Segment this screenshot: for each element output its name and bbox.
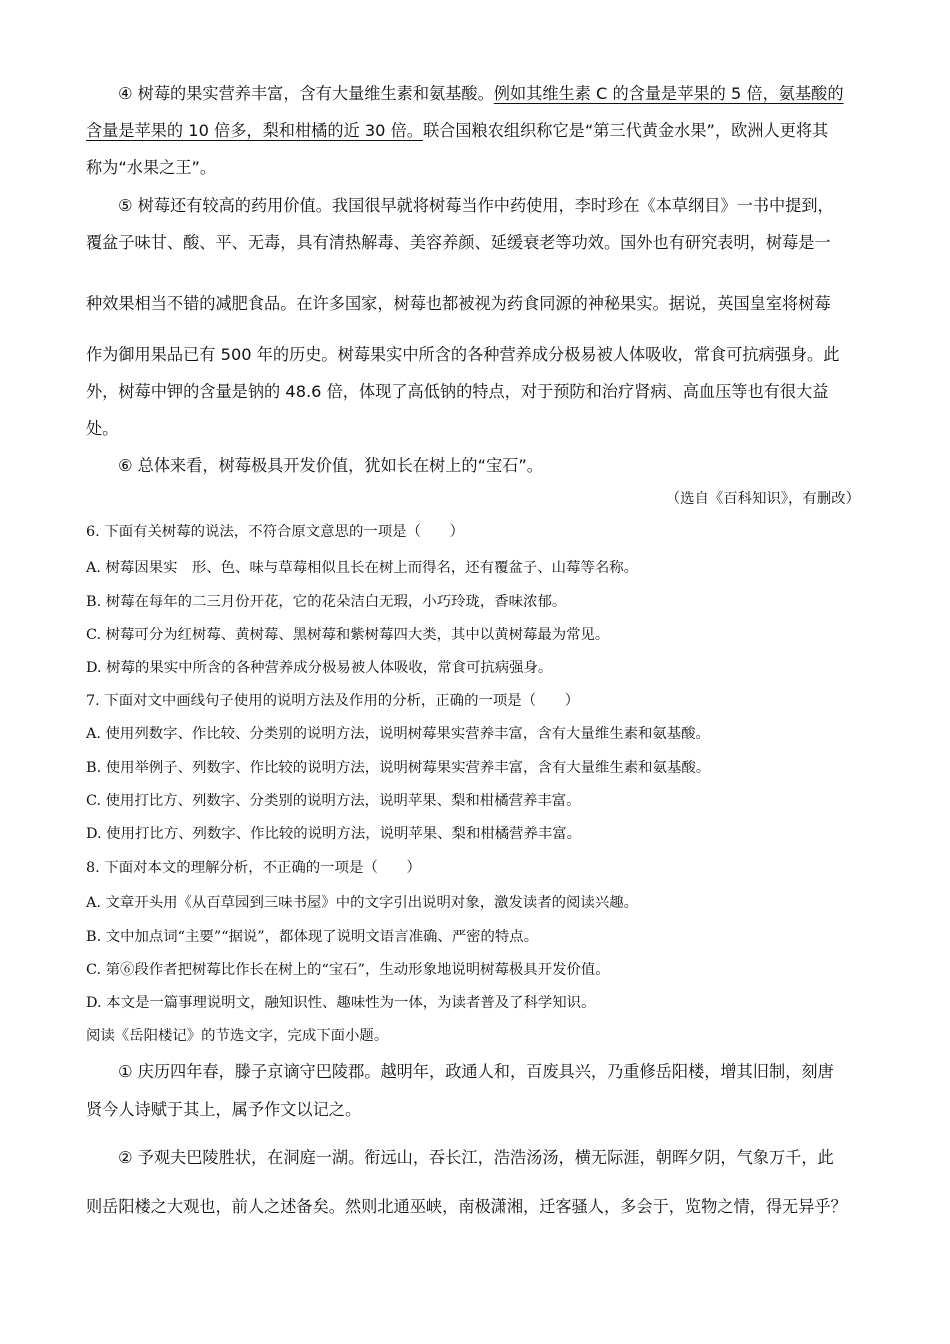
question-7-option-a: A. 使用列数字、作比较、分类别的说明方法，说明树莓果实营养丰富，含有大量维生素和氨基酸。 [86, 726, 710, 742]
yueyang-p2-line-1: ② 予观夫巴陵胜状，在洞庭一湖。衔远山，吞长江，浩浩汤汤，横无际涯，朝晖夕阴，气象万千，此 [118, 1148, 834, 1167]
question-6-stem: 6. 下面有关树莓的说法，不符合原文意思的一项是（ ） [86, 524, 465, 540]
question-6-option-c: C. 树莓可分为红树莓、黄树莓、黑树莓和紫树莓四大类，其中以黄树莓最为常见。 [86, 627, 610, 643]
p4-underlined-sentence-part-2: 含量是苹果的 10 倍多，梨和柑橘的近 30 倍。 [86, 121, 423, 140]
question-6-option-b: B. 树莓在每年的二三月份开花，它的花朵洁白无瑕，小巧玲珑，香味浓郁。 [86, 594, 567, 610]
p4-line-2 [86, 117, 828, 141]
p4-line-1 [118, 80, 844, 104]
yueyang-p2-line-2: 则岳阳楼之大观也，前人之述备矣。然则北通巫峡，南极潇湘，迁客骚人，多会于，览物之情，得无异乎？ [86, 1197, 847, 1216]
p4-line-1-plain: ④ 树莓的果实营养丰富，含有大量维生素和氨基酸。 [118, 84, 494, 103]
p5-line-5: 外，树莓中钾的含量是钠的 48.6 倍，体现了高低钠的特点，对于预防和治疗肾病、高血压等也有很大益 [86, 382, 829, 401]
p6-line: ⑥ 总体来看，树莓极具开发价值，犹如长在树上的“宝石”。 [118, 456, 543, 475]
yueyang-p1-line-1: ① 庆历四年春，滕子京谪守巴陵郡。越明年，政通人和，百废具兴，乃重修岳阳楼，增其旧制，刻唐 [118, 1062, 834, 1081]
question-8-option-a: A. 文章开头用《从百草园到三味书屋》中的文字引出说明对象，激发读者的阅读兴趣。 [86, 895, 638, 911]
question-8-option-d: D. 本文是一篇事理说明文，融知识性、趣味性为一体，为读者普及了科学知识。 [86, 995, 596, 1011]
question-7-option-b: B. 使用举例子、列数字、作比较的说明方法，说明树莓果实营养丰富，含有大量维生素和氨基酸。 [86, 760, 711, 776]
question-8-option-c: C. 第⑥段作者把树莓比作长在树上的“宝石”，生动形象地说明树莓极具开发价值。 [86, 962, 610, 978]
yueyang-p1-line-2: 贤今人诗赋于其上，属予作文以记之。 [86, 1100, 362, 1119]
passage-2-intro: 阅读《岳阳楼记》的节选文字，完成下面小题。 [86, 1028, 389, 1044]
p5-line-2: 覆盆子味甘、酸、平、无毒，具有清热解毒、美容养颜、延缓衰老等功效。国外也有研究表明，树莓是一 [86, 233, 831, 252]
p4-line-3: 称为“水果之王”。 [86, 158, 217, 177]
question-6-option-a: A. 树莓因果实 形、色、味与草莓相似且长在树上而得名，还有覆盆子、山莓等名称。 [86, 560, 638, 576]
question-7-stem: 7. 下面对文中画线句子使用的说明方法及作用的分析，正确的一项是（ ） [86, 693, 580, 709]
question-8-option-b: B. 文中加点词“主要”“据说”，都体现了说明文语言准确、严密的特点。 [86, 929, 539, 945]
p5-line-6: 处。 [86, 419, 119, 438]
source-citation: （选自《百科知识》，有删改） [665, 491, 860, 507]
p5-line-4: 作为御用果品已有 500 年的历史。树莓果实中所含的各种营养成分极易被人体吸收，常食可抗病强身。此 [86, 345, 840, 364]
question-8-stem: 8. 下面对本文的理解分析，不正确的一项是（ ） [86, 860, 421, 876]
p5-line-1: ⑤ 树莓还有较高的药用价值。我国很早就将树莓当作中药使用，李时珍在《本草纲目》一书中提到， [118, 196, 834, 215]
p4-underlined-sentence-part-1: 例如其维生素 C 的含量是苹果的 5 倍，氨基酸的 [493, 84, 844, 103]
p4-line-2-plain: 联合国粮农组织称它是“第三代黄金水果”，欧洲人更将其 [422, 121, 829, 140]
question-7-option-c: C. 使用打比方、列数字、分类别的说明方法，说明苹果、梨和柑橘营养丰富。 [86, 793, 581, 809]
p5-line-3: 种效果相当不错的减肥食品。在许多国家，树莓也都被视为药食同源的神秘果实。据说，英国皇室将树莓 [86, 294, 831, 313]
question-6-option-d: D. 树莓的果实中所含的各种营养成分极易被人体吸收，常食可抗病强身。 [86, 660, 553, 676]
question-7-option-d: D. 使用打比方、列数字、作比较的说明方法，说明苹果、梨和柑橘营养丰富。 [86, 826, 582, 842]
